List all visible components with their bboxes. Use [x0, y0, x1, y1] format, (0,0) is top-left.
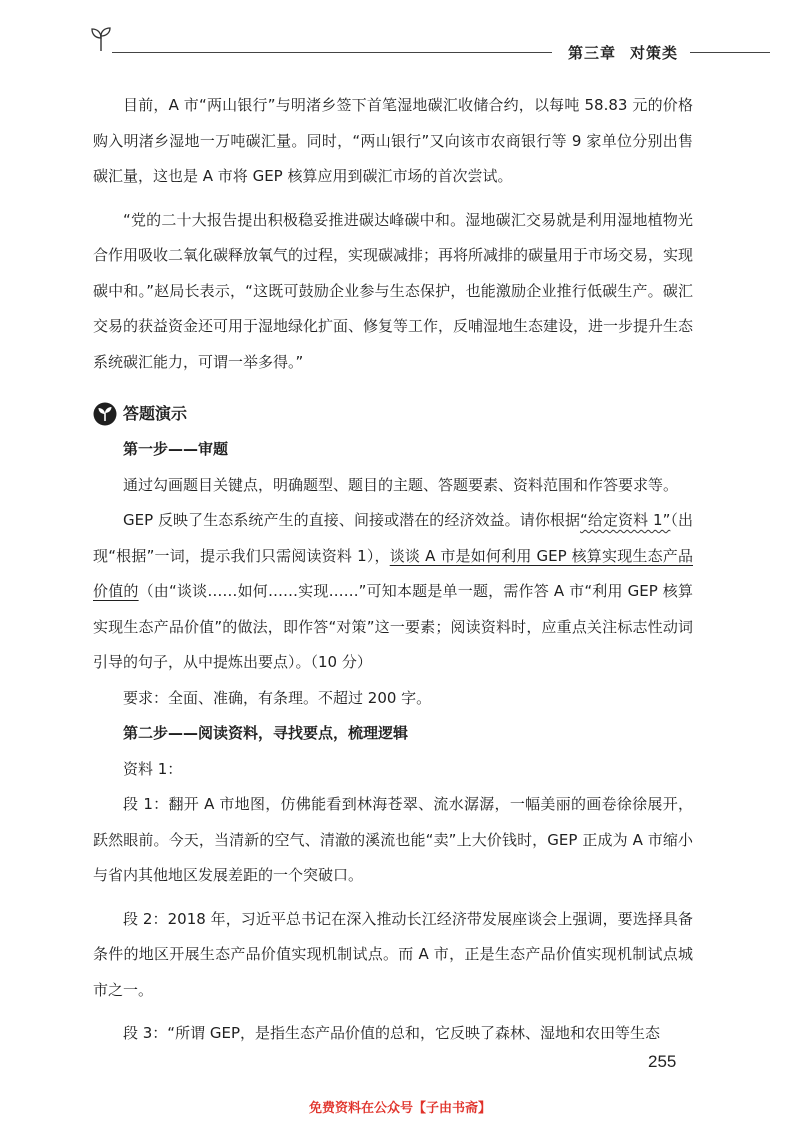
step1-requirement: 要求：全面、准确，有条理。不超过 200 字。 [123, 688, 432, 707]
question-part-e: （由“谈谈……如何……实现……”可知本题是单一题，需作答 A 市“利用 GEP 核算实现生态产品价值”的做法，即作答“对策”这一要素；阅读资料时，应重点关注标志性动词引导的句子，从中提炼出要点）。（10 分） [93, 582, 693, 671]
material-label: 资料 1： [123, 759, 183, 778]
header-rule-left [112, 52, 552, 53]
header-rule-right [690, 52, 770, 53]
question-part-d: 谈谈 A 市是如何利用 GEP 核算实现生态产品价值的 [93, 546, 693, 600]
step1-question [93, 503, 693, 681]
question-part-b: “给定资料 1” [580, 511, 671, 529]
paragraph-carbon-sink: 目前，A 市“两山银行”与明渚乡签下首笔湿地碳汇收储合约，以每吨 58.83 元的价格购入明渚乡湿地一万吨碳汇量。同时，“两山银行”又向该市农商银行等 9 家单位分别出售碳汇量，这也是 A 市将 GEP 核算应用到碳汇市场的首次尝试。 [93, 96, 693, 185]
section-heading [93, 396, 693, 432]
leaf-badge-icon [93, 402, 117, 426]
material-paragraph-3: 段 3：“所谓 GEP，是指生态产品价值的总和，它反映了森林、湿地和农田等生态 [123, 1024, 661, 1042]
header-chapter: 第三章 [567, 44, 616, 62]
page-number: 255 [648, 1052, 677, 1071]
question-part-c: （出现“根据”一词，提示我们只需阅读资料 1）， [93, 511, 693, 565]
footer-note: 免费资料在公众号【子由书斋】 [308, 1101, 491, 1116]
section-title: 答题演示 [123, 404, 188, 423]
running-header [556, 42, 690, 63]
question-part-a: GEP 反映了生态系统产生的直接、间接或潜在的经济效益。请你根据 [123, 511, 581, 529]
paragraph-quote: “党的二十大报告提出积极稳妥推进碳达峰碳中和。湿地碳汇交易就是利用湿地植物光合作用吸收二氧化碳释放氧气的过程，实现碳减排；再将所减排的碳量用于市场交易，实现碳中和。”赵局长表示，“这既可鼓励企业参与生态保护，也能激励企业推行低碳生产。碳汇交易的获益资金还可用于湿地绿化扩面、修复等工作，反哺湿地生态建设，进一步提升生态系统碳汇能力，可谓一举多得。” [93, 210, 694, 371]
material-paragraph-1: 段 1：翻开 A 市地图，仿佛能看到林海苍翠、流水潺潺，一幅美丽的画卷徐徐展开，跃然眼前。今天，当清新的空气、清澈的溪流也能“卖”上大价钱时，GEP 正成为 A 市缩小与省内其他地区发展差距的一个突破口。 [93, 795, 693, 884]
step2-title: 第二步——阅读资料，寻找要点，梳理逻辑 [123, 724, 409, 742]
material-paragraph-2: 段 2：2018 年，习近平总书记在深入推动长江经济带发展座谈会上强调，要选择具备条件的地区开展生态产品价值实现机制试点。而 A 市，正是生态产品价值实现机制试点城市之一。 [93, 909, 693, 999]
page-content [93, 88, 693, 1052]
step1-intro: 通过勾画题目关键点，明确题型、题目的主题、答题要素、资料范围和作答要求等。 [123, 475, 679, 494]
sprout-icon [90, 26, 112, 52]
header-section: 对策类 [630, 44, 679, 62]
step1-title: 第一步——审题 [123, 440, 229, 458]
